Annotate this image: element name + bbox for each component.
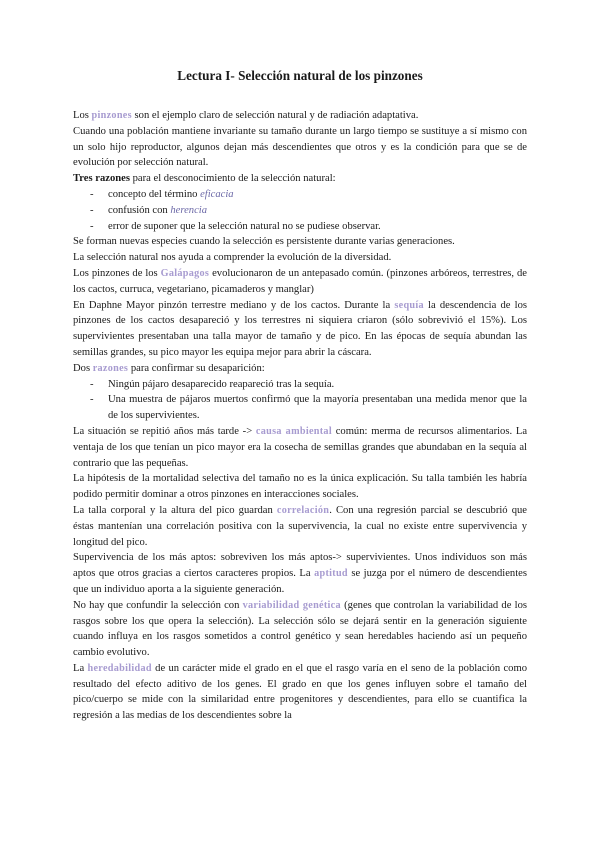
text-run: La situación se repitió años más tarde -> — [73, 425, 256, 437]
list-item — [73, 187, 527, 203]
paragraph-hipotesis: La hipótesis de la mortalidad selectiva del tamaño no es la única explicación. Su talla también les habría podido permitir dominar a otros pinzones en interacciones sociales. — [73, 473, 527, 501]
text-run: de un carácter mide el grado en el que el rasgo varía en el seno de la población como resultado del efecto aditivo de los genes. El grado en que los genes influyen sobre el tamaño del pico/cuerpo se mide con la similaridad entre progenitores y descendientes, para ello se cuantifica la regresión a las medias de los descendientes sobre la — [73, 662, 527, 722]
list-item: - Una muestra de pájaros muertos confirmó que la mayoría presentaban una medida menor que la de los supervivientes. — [73, 392, 527, 424]
italic-term: eficacia — [200, 188, 234, 200]
text-run: evolucionaron de un antepasado común. (pinzones arbóreos, terrestres, de los cactos, curruca, vegetariano, picamaderos y manglar) — [73, 267, 527, 295]
paragraph-pinzones — [73, 108, 527, 124]
keyword-highlight: aptitud — [314, 568, 348, 580]
list-item — [73, 203, 527, 219]
text-run: Los pinzones de los — [73, 267, 161, 279]
page-title: Lectura I- Selección natural de los pinzones — [177, 68, 423, 83]
paragraph-tres-razones — [73, 171, 527, 187]
keyword-highlight: sequía — [394, 299, 424, 311]
text-run: para confirmar su desaparición: — [128, 362, 265, 374]
text-run: confusión con — [108, 204, 171, 216]
text-run: Los — [73, 110, 92, 121]
paragraph-daphne-mayor — [73, 298, 527, 361]
paragraph-especies: Se forman nuevas especies cuando la selección es persistente durante varias generaciones. — [73, 236, 455, 248]
text-run: Dos — [73, 362, 93, 374]
keyword-highlight: correlación — [276, 504, 330, 516]
bold-text: Tres razones — [73, 173, 130, 185]
text-run: La — [73, 662, 88, 674]
text-run: son el ejemplo claro de selección natural y de radiación adaptativa. — [131, 110, 419, 121]
paragraph-aptitud — [73, 550, 527, 597]
paragraph-galapagos — [73, 266, 527, 298]
list-item: - Ningún pájaro desaparecido reapareció tras la sequía. — [73, 377, 527, 393]
paragraph-correlacion — [73, 503, 527, 550]
text-run: concepto del término — [108, 188, 201, 200]
text-run: Supervivencia de los más aptos: sobreviven los más aptos-> supervivientes. Unos individuos son más aptos que otros gracias a ciertos caracteres propios. La — [73, 552, 527, 580]
keyword-highlight: pinzones — [91, 110, 132, 121]
italic-term: herencia — [170, 204, 208, 216]
paragraph-dos-razones — [73, 361, 527, 377]
document-body — [73, 108, 527, 724]
keyword-highlight: causa ambiental — [255, 425, 332, 437]
text-run: La talla corporal y la altura del pico guardan — [73, 504, 277, 516]
text-run: . Con una regresión parcial se descubrió que éstas mantenían una correlación positiva con la supervivencia, la cual no existe entre supervivencia y longitud del pico. — [73, 504, 527, 548]
text-run: En Daphne Mayor pinzón terrestre mediano y de los cactos. Durante la — [73, 299, 395, 311]
paragraph-causa-ambiental — [73, 424, 527, 471]
paragraph-variabilidad — [73, 598, 527, 661]
text-run: se juzga por el número de descendientes que un individuo aporta a la siguiente generación. — [73, 568, 527, 595]
text-run: para el desconocimiento de la selección natural: — [129, 173, 336, 185]
keyword-highlight: variabilidad genética — [242, 599, 341, 611]
keyword-highlight: Galápagos — [160, 267, 210, 279]
text-run: error de suponer que la selección natural no se pudiese observar. — [108, 220, 381, 232]
paragraph-diversidad: La selección natural nos ayuda a comprender la evolución de la diversidad. — [73, 252, 392, 264]
keyword-highlight: razones — [92, 362, 129, 374]
text-run: común: merma de recursos alimentarios. La ventaja de los que tenían un pico mayor era la cosecha de semillas grandes que abundaban en la sequía al contrario que las pequeñas. — [73, 425, 528, 469]
text-run: la descendencia de los pinzones de los cactos desapareció y los terrestres ni siquiera criaron (sólo sobrevivió el 15%). Los supervivientes presentaban una talla mayor de tamaño y de pico. En las épocas de sequía abundan las semillas grandes, su pico mayor les equipa mejor para abrir la cáscara. — [73, 299, 527, 358]
text-run: No hay que confundir la selección con — [73, 599, 243, 611]
list-item — [73, 219, 527, 235]
text-run: (genes que controlan la variabilidad de los rasgos sobre los que opera la selección). La selección sólo se dejará sentir en la generación siguiente cuando influya en los rasgos sometidos a control genético y sean heredables haciendo así un pequeño cambio evolutivo. — [73, 599, 527, 659]
keyword-highlight: heredabilidad — [87, 662, 152, 674]
paragraph-heredabilidad — [73, 661, 527, 724]
paragraph-poblacion: Cuando una población mantiene invariante su tamaño durante un largo tiempo se sustituye a sí mismo con un solo hijo reproductor, algunos dejan más descendientes que otros y es la condición para que se de evolución por selección natural. — [73, 125, 527, 169]
